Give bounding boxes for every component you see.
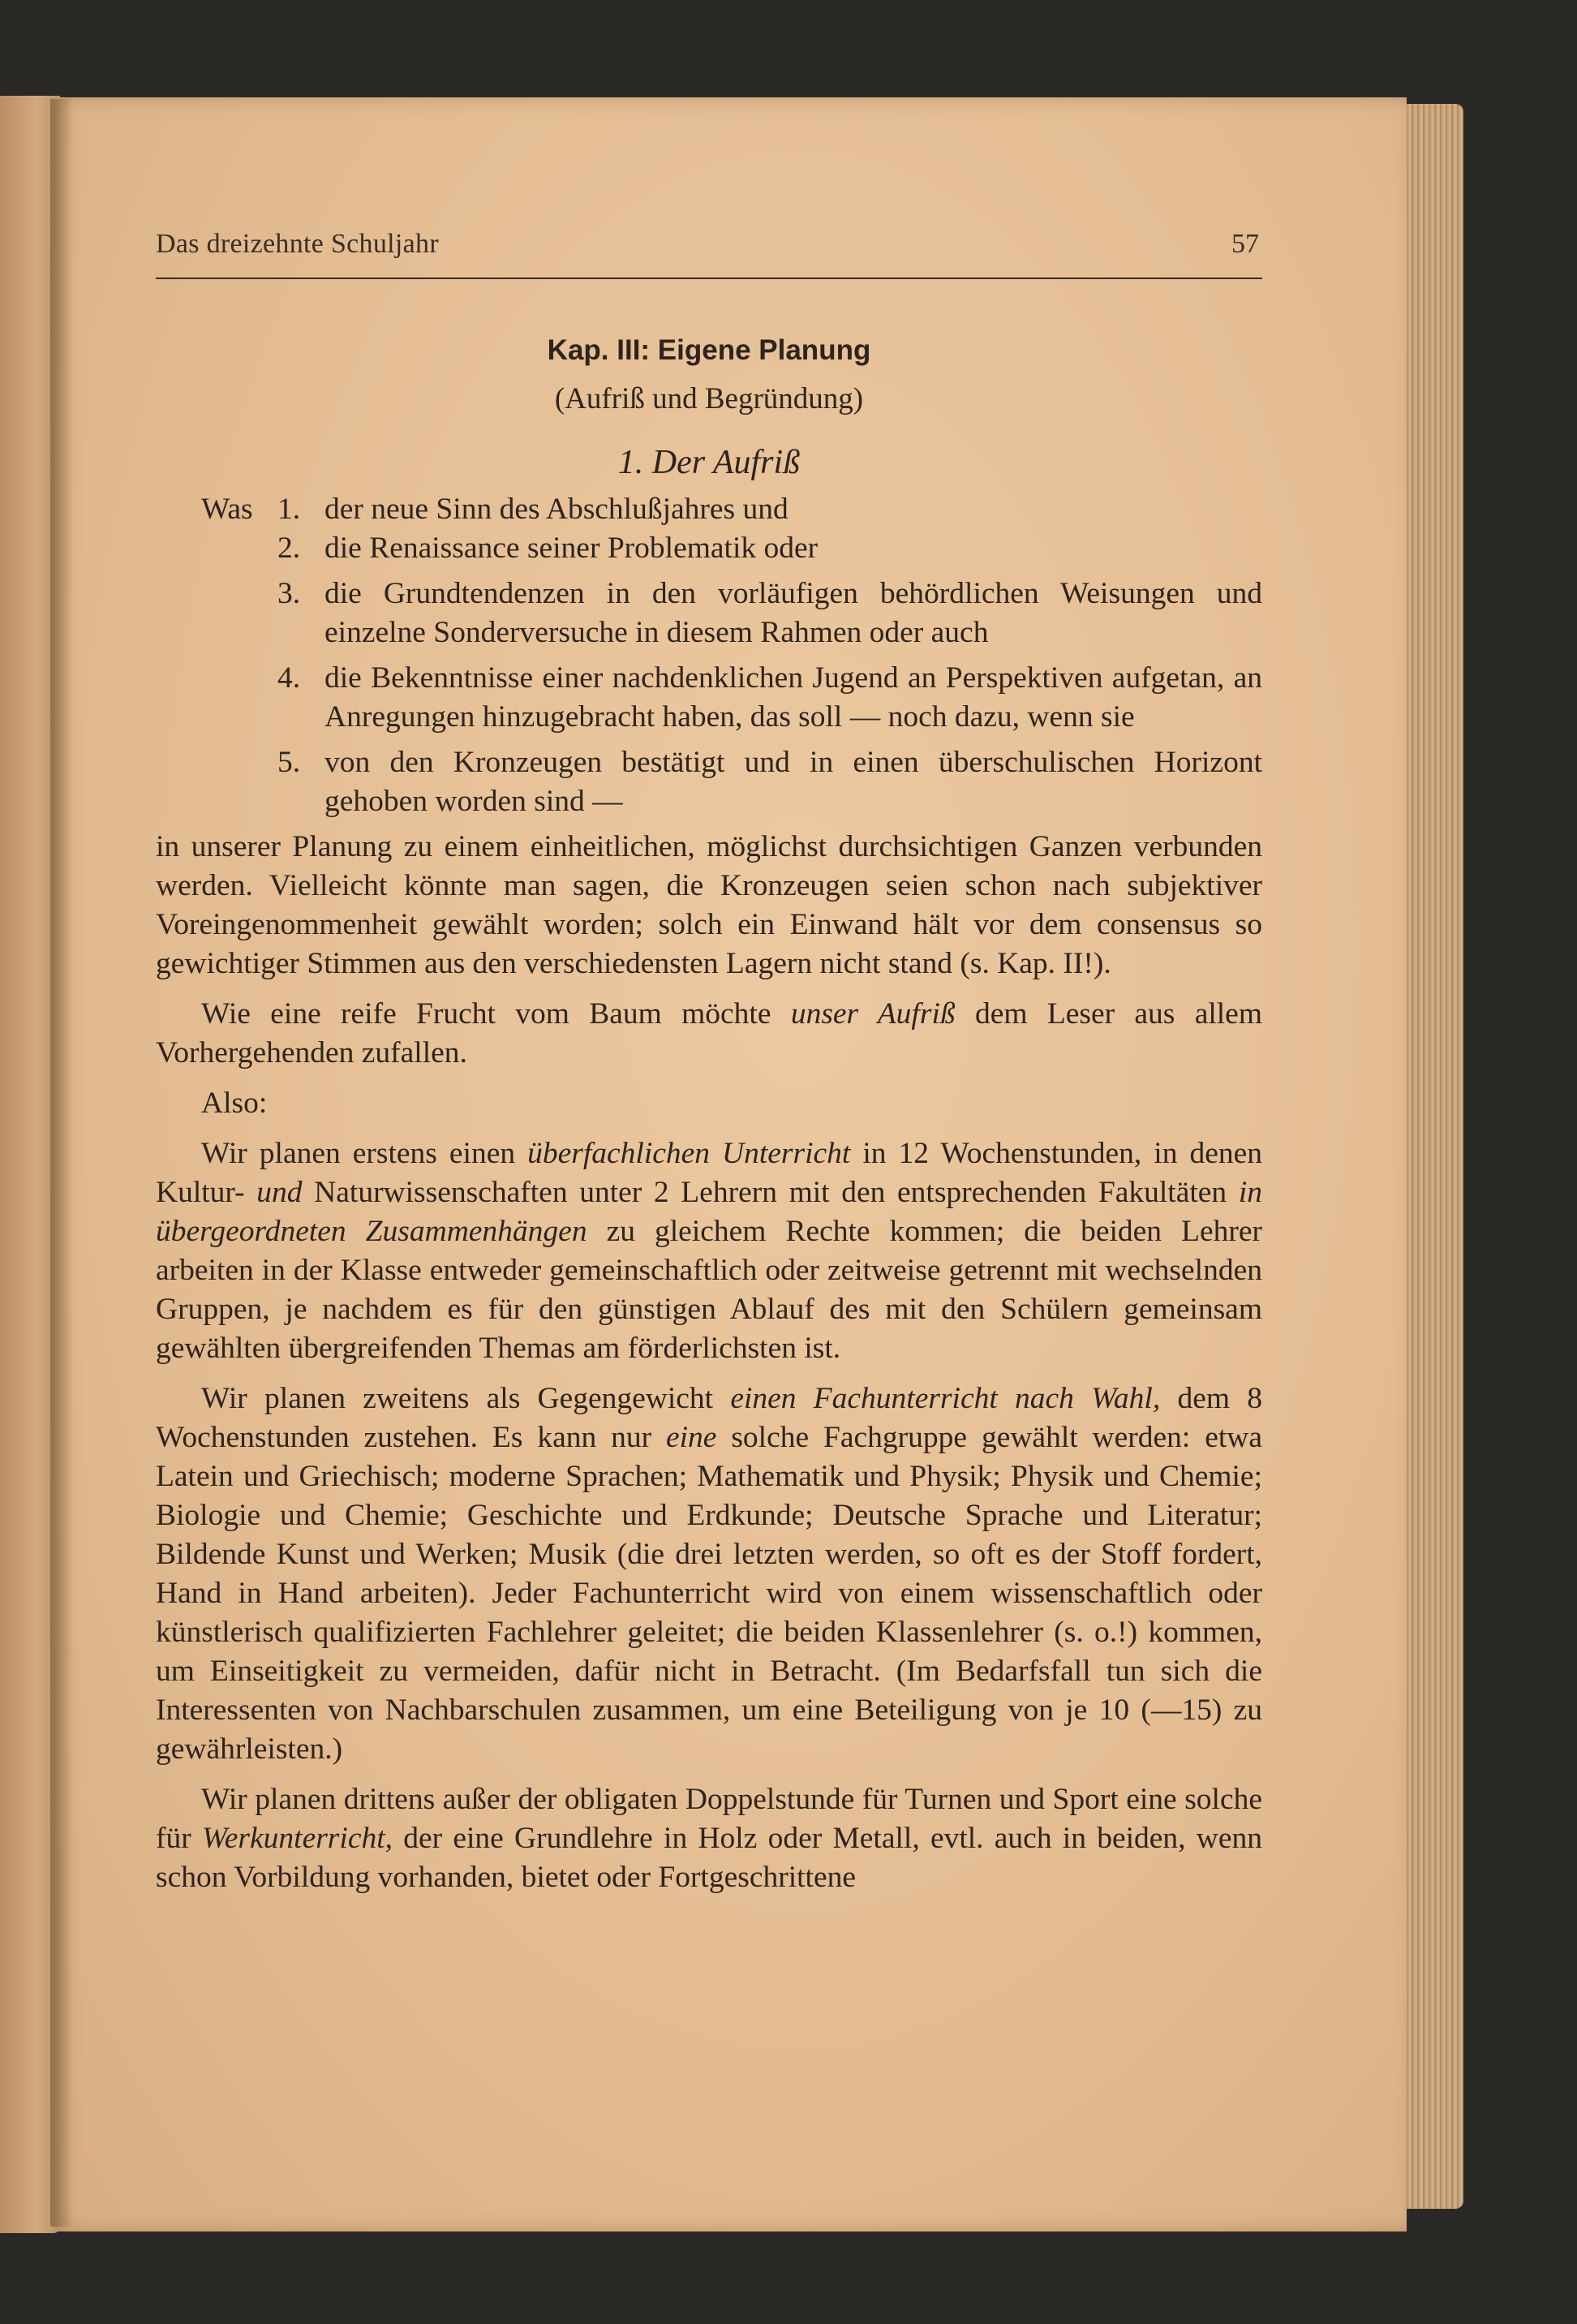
paragraph: [156, 1780, 1262, 1897]
list-item-text: die Renaissance seiner Problematik oder: [324, 532, 819, 565]
paragraph: [156, 995, 1262, 1073]
enumerated-list: [156, 490, 1262, 821]
list-number: 3.: [277, 577, 301, 610]
emphasis: eine: [665, 1421, 717, 1454]
paragraph: [156, 1379, 1262, 1769]
text-run: dem Leser aus allem Vorhergehenden zufallen.: [156, 997, 1262, 1069]
emphasis: unser Aufriß: [790, 997, 956, 1031]
emphasis: in übergeordneten Zusammenhängen: [156, 1176, 1262, 1248]
emphasis: Werkunterricht,: [201, 1822, 393, 1855]
page-number: 57: [1231, 229, 1259, 259]
text-run: Wie eine reife Frucht vom Baum möchte: [201, 997, 791, 1031]
list-item: [156, 575, 1262, 652]
text-run: in 12 Wochenstunden, in denen Kultur-: [156, 1137, 1262, 1209]
running-head: Das dreizehnte Schuljahr: [156, 229, 439, 259]
list-item-text: von den Kronzeugen bestätigt und in einen überschulischen Horizont gehoben worden sind —: [324, 746, 1262, 818]
list-item-text: die Bekenntnisse einer nachdenklichen Jugend an Perspektiven aufgetan, an Anregungen hinzugebracht haben, das soll — noch dazu, wenn sie: [324, 661, 1262, 734]
text-run: Wir planen drittens außer der obligaten Doppelstunde für Turnen und Sport eine solche für: [156, 1783, 1262, 1855]
list-lead-word: Was: [201, 493, 253, 526]
text-run: dem 8 Wochenstunden zustehen. Es kann nur: [156, 1382, 1262, 1454]
emphasis: überfachlichen Unterricht: [527, 1137, 851, 1170]
emphasis: und: [256, 1176, 303, 1209]
page-body: [156, 227, 1262, 1897]
text-run: zu gleichem Rechte kommen; die beiden Lehrer arbeiten in der Klasse entweder gemeinschaftlich oder zeitweise getrennt mit wechselnden Gruppen, je nachdem es für den günstigen Ablauf des mit den Schülern gemeinsam gewählten übergreifenden Themas am förderlichsten ist.: [156, 1215, 1262, 1365]
text-run: der eine Grundlehre in Holz oder Metall, evtl. auch in beiden, wenn schon Vorbildung vorhanden, bietet oder Fortgeschrittene: [156, 1822, 1262, 1894]
list-item-text: der neue Sinn des Abschlußjahres und: [324, 493, 788, 526]
list-number: 2.: [277, 532, 301, 565]
list-item: [156, 743, 1262, 821]
paragraph: in unserer Planung zu einem einheitlichen, möglichst durchsichtigen Ganzen verbunden werden. Vielleicht könnte man sagen, die Kronzeugen seien schon nach subjektiver Voreingenommenheit gewählt worden; solch ein Einwand hält vor dem consensus so gewichtiger Stimmen aus den verschiedensten Lagern nicht stand (s. Kap. II!).: [156, 830, 1262, 980]
list-item: [156, 659, 1262, 737]
list-number: 5.: [277, 746, 301, 779]
text-run: Wir planen zweitens als Gegengewicht: [201, 1382, 731, 1415]
list-number: 1.: [277, 493, 301, 526]
list-item-text: die Grundtendenzen in den vorläufigen behördlichen Weisungen und einzelne Sonderversuche in diesem Rahmen oder auch: [324, 577, 1262, 649]
text-run: Wir planen erstens einen: [201, 1137, 528, 1170]
section-title: 1. Der Aufriß: [617, 444, 801, 481]
list-item: [156, 529, 1262, 568]
chapter-title: Kap. III: Eigene Planung: [547, 334, 871, 366]
chapter-subtitle: (Aufriß und Begründung): [554, 382, 864, 415]
list-item: [156, 490, 1262, 529]
paragraph: Also:: [201, 1087, 268, 1120]
emphasis: einen Fachunterricht nach Wahl,: [730, 1382, 1161, 1415]
text-run: Naturwissenschaften unter 2 Lehrern mit den entsprechenden Fakultäten: [302, 1176, 1239, 1209]
list-number: 4.: [277, 661, 301, 695]
paragraph: [156, 1134, 1262, 1368]
text-run: solche Fachgruppe gewählt werden: etwa Latein und Griechisch; moderne Sprachen; Mathematik und Physik; Physik und Chemie; Biologie und Chemie; Geschichte und Erdkunde; Deutsche Sprache und Literatur; Bildende Kunst und Werken; Musik (die drei letzten werden, so oft es der Stoff fordert, Hand in Hand arbeiten). Jeder Fachunterricht wird von einem wissenschaftlich oder künstlerisch qualifizierten Fachlehrer geleitet; die beiden Klassenlehrer (s. o.!) kommen, um Einseitigkeit zu vermeiden, dafür nicht in Betracht. (Im Bedarfsfall tun sich die Interessenten von Nachbarschulen zusammen, um eine Beteiligung von je 10 (—15) zu gewährleisten.): [156, 1421, 1262, 1766]
